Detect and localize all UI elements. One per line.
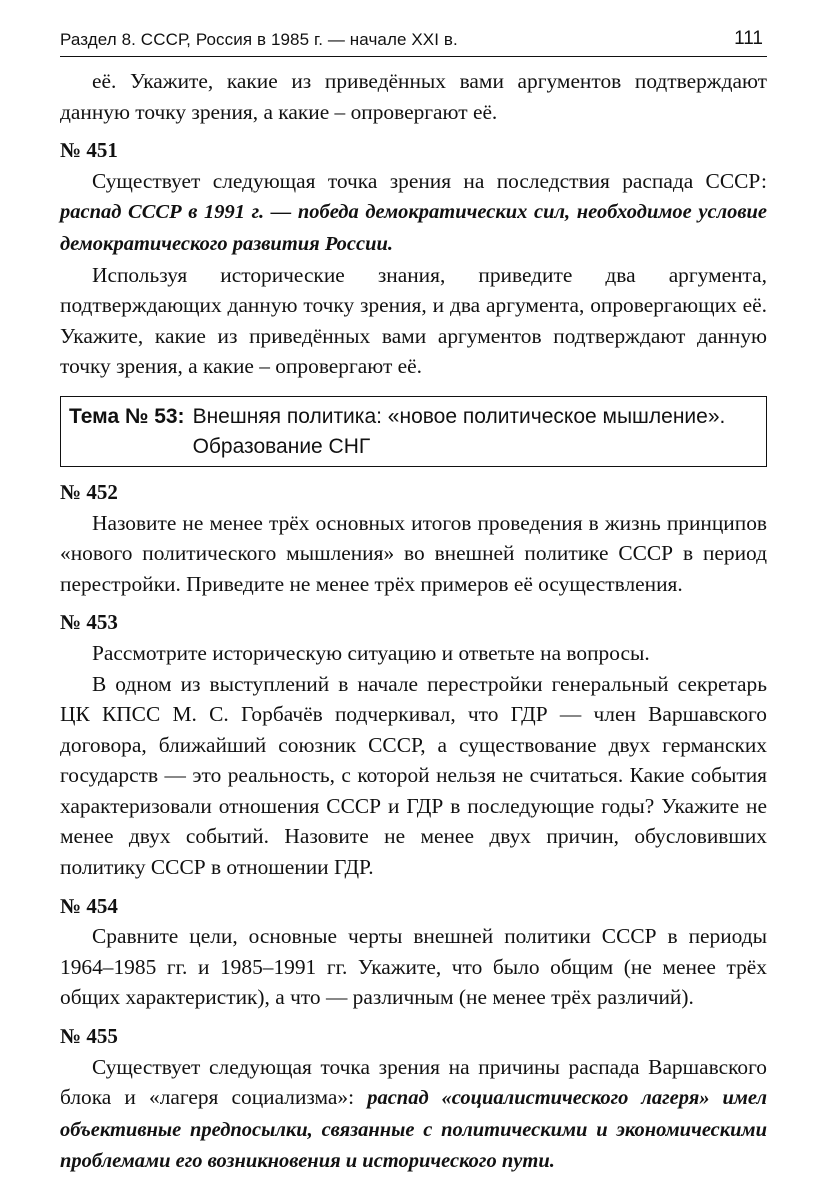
spacer — [60, 127, 767, 135]
continued-paragraph: её. Укажите, какие из приведённых вами аргументов подтверждают данную точку зрения, а какие – опровергают её. — [60, 69, 767, 124]
spacer — [60, 599, 767, 607]
task-number-451: № 451 — [60, 138, 118, 163]
running-head — [60, 24, 767, 57]
task-451-lead: Существует следующая точка зрения на последствия распада СССР: — [92, 168, 767, 193]
task-455-lead: Существует следующая точка зрения на причины распада Варшавского блока и «лагеря социализма»: — [60, 1054, 767, 1110]
task-number-453: № 453 — [60, 610, 118, 635]
page-content — [60, 66, 767, 1177]
task-451-question: Используя исторические знания, приведите два аргумента, подтверждающих данную точку зрения, и два аргумента, опровергающих её. Укажите, какие из приведённых вами аргументов подтверждают данную точку зрения, а какие – опровергают её. — [60, 262, 767, 379]
topic-title: Внешняя политика: «новое политическое мышление». Образование СНГ — [192, 404, 726, 458]
task-451-statement — [60, 166, 767, 260]
task-number-455: № 455 — [60, 1024, 118, 1049]
task-451-viewpoint: распад СССР в 1991 г. — победа демократических сил, необходимое условие демократического развития России. — [60, 201, 767, 255]
spacer — [60, 1013, 767, 1021]
running-title: Раздел 8. СССР, Россия в 1985 г. — начале XXI в. — [60, 30, 458, 49]
task-455-viewpoint: распад «социалистического лагеря» имел объективные предпосылки, связанные с политическими и экономическими проблемами его возникновения и исторического пути. — [60, 1087, 768, 1173]
task-452-question: Назовите не менее трёх основных итогов проведения в жизнь принципов «нового политического мышления» во внешней политике СССР в период перестройки. Приведите не менее трёх примеров её осуществления. — [60, 510, 767, 596]
spacer — [60, 883, 767, 891]
task-454-question: Сравните цели, основные черты внешней политики СССР в периоды 1964–1985 гг. и 1985–1991 гг. Укажите, что было общим (не менее трёх общих характеристик), а что — различным (не менее трёх различий). — [60, 924, 767, 1010]
page-number: 111 — [734, 28, 763, 49]
topic-heading-box — [60, 396, 767, 467]
task-number-454: № 454 — [60, 893, 118, 918]
task-455-statement — [60, 1052, 767, 1177]
task-453-instruction: Рассмотрите историческую ситуацию и ответьте на вопросы. — [92, 640, 650, 665]
task-number-452: № 452 — [60, 479, 118, 504]
task-453-situation: В одном из выступлений в начале перестройки генеральный секретарь ЦК КПСС М. С. Горбачёв подчеркивал, что ГДР — член Варшавского договора, ближайший союзник СССР, а существование двух германских государств — это реальность, с которой нельзя не считаться. Какие события характеризовали отношения СССР и ГДР в последующие годы? Укажите не менее двух событий. Назовите не менее двух причин, обусловивших политику СССР в отношении ГДР. — [60, 671, 767, 880]
topic-label: Тема № 53: — [69, 404, 185, 428]
